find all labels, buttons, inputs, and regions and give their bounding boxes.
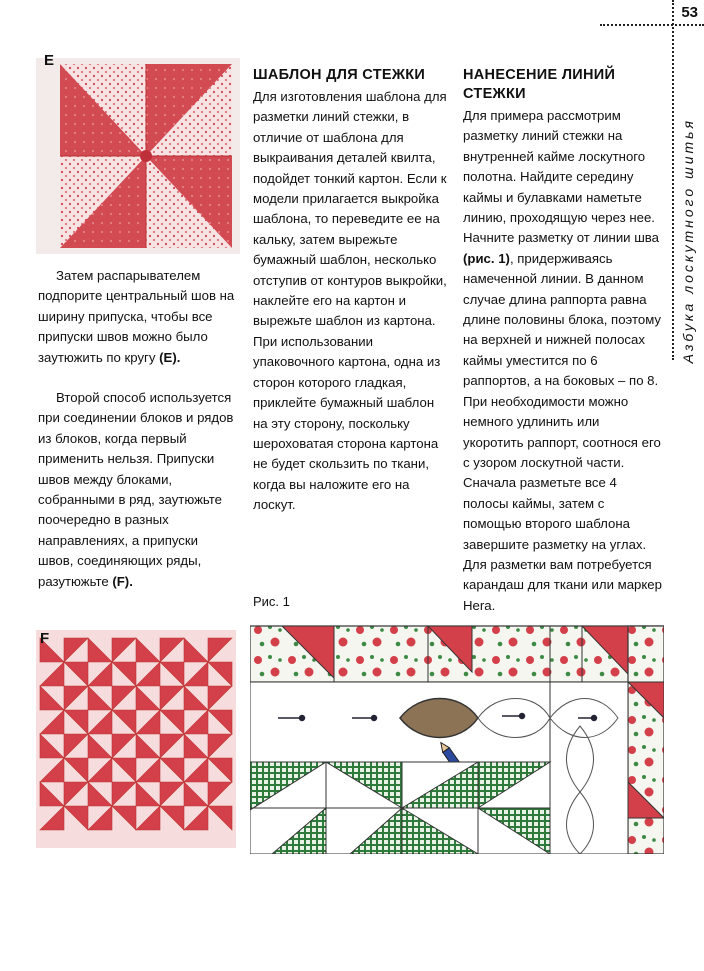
col1-p1-text: Затем распарывателем подпорите центральный шов на ширину припуска, чтобы все припуски швов можно было заутюжить по кругу [38,268,235,365]
col2-heading: ШАБЛОН ДЛЯ СТЕЖКИ [253,67,426,83]
col1-paragraph-1 [38,266,236,368]
photo-e-label: E [44,52,55,69]
photo-f [36,630,236,848]
col3-body-a: Для примера рассмотрим разметку линий стежки на внутренней кайме лоскутного полотна. Найдите середину каймы и булавками наметьте линию, проходящую через нее. Начните разметку от линии шва [463,108,659,246]
col1-paragraph-2 [38,388,236,592]
running-title-text: Азбука лоскутного шитья [680,118,696,364]
dotted-rule-horizontal [600,24,704,26]
dotted-rule-vertical [672,0,674,360]
running-title [676,96,700,386]
col3-figure-ref: (рис. 1) [463,250,510,266]
col1-p1-ref: (E). [159,349,181,365]
page-number: 53 [681,4,698,21]
figure-caption: Рис. 1 [253,594,290,609]
column-1 [38,266,236,612]
quilting-border-diagram [250,622,664,854]
pinwheel-block-illustration [36,58,240,254]
photo-e [36,58,240,254]
col3-body [463,106,663,616]
col3-body-b: , придерживаясь намеченной линии. В данном случае длина раппорта равна длине половины блока, поэтому на верхней и нижней полосах каймы уместится по 6 раппортов, а на боковых – по 8. При необходимости можно немного удлинить или укоротить раппорт, соотнося его с узором лоскутной части. Сначала разметьте все 4 полосы каймы, затем с помощью второго шаблона завершите разметку на углах. Для разметки вам потребуется карандаш для ткани или маркер Hera. [463,250,662,613]
column-2 [253,66,449,516]
figure-1 [250,622,664,854]
photo-f-label: F [40,630,50,647]
col2-body: Для изготовления шаблона для разметки линий стежки, в отличие от шаблона для выкраивания деталей квилта, подойдет тонкий картон. Если к модели прилагается выкройка шаблона, то переведите ее на кальку, затем вырежьте бумажный шаблон, несколько отступив от контуров выкройки, наклейте его на картон и вырежьте шаблон из картона. При использовании упаковочного картона, одна из сторон которого гладкая, приклейте бумажный шаблон на эту сторону, поскольку шероховатая сторона картона не будет скользить по ткани, когда вы наложите его на лоскут. [253,89,447,513]
col3-heading: НАНЕСЕНИЕ ЛИНИЙ СТЕЖКИ [463,67,616,102]
pinwheel-grid-illustration [36,630,236,848]
col1-p2-text: Второй способ используется при соединении блоков и рядов из блоков, когда первый применить нельзя. Припуски швов между блоками, собранными в ряд, заутюжьте поочередно в разных направлениях, а припуски швов, соединяющих ряды, разутюжьте [38,390,234,589]
col1-p2-ref: (F). [112,573,133,589]
column-3 [463,66,663,616]
